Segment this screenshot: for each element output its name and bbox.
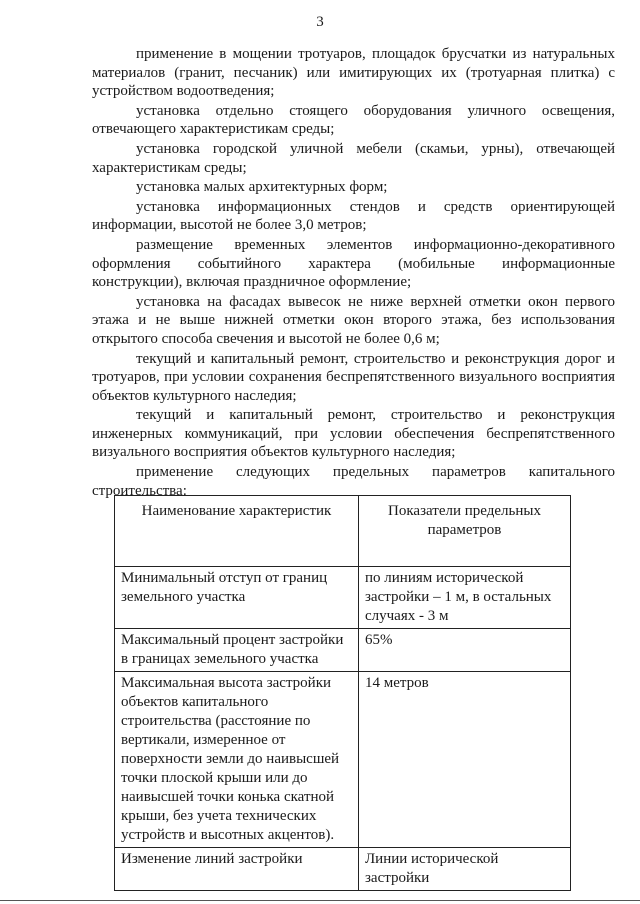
table-cell: Изменение линий застройки [115,848,359,891]
paragraph: применение следующих предельных параметров капитального строительства: [92,464,615,499]
table-cell: Минимальный отступ от границ земельного участка [115,567,359,629]
body-text [92,45,615,501]
table-row [115,848,571,891]
table-cell: по линиям исторической застройки – 1 м, в остальных случаях - 3 м [359,567,571,629]
paragraph: размещение временных элементов информационно-декоративного оформления событийного характера (мобильные информационные конструкции), включая праздничное оформление; [92,236,615,291]
table-row [115,672,571,848]
header-cell-characteristics: Наименование характеристик [115,496,359,567]
table-row [115,629,571,672]
table-cell: Линии исторической застройки [359,848,571,891]
footer-divider [0,900,640,901]
table-cell: 65% [359,629,571,672]
header-cell-parameters: Показатели предельных параметров [359,496,571,567]
paragraph: установка информационных стендов и средств ориентирующей информации, высотой не более 3,0 метров; [92,198,615,234]
table-header-row [115,496,571,567]
paragraph: текущий и капитальный ремонт, строительство и реконструкция дорог и тротуаров, при условии сохранения беспрепятственного визуального восприятия объектов культурного наследия; [92,350,615,404]
table-cell: Максимальная высота застройки объектов капитального строительства (расстояние по вертикали, измеренное от поверхности земли до наивысшей точки плоской крыши или до наивысшей точки конька скатной крыши, без учета технических устройств и высотных акцентов). [115,672,359,848]
parameters-table [114,495,571,891]
paragraph: установка на фасадах вывесок не ниже верхней отметки окон первого этажа и не выше нижней отметки окон второго этажа, без использования открытого способа свечения и высотой не более 0,6 м; [92,293,615,347]
paragraph: установка малых архитектурных форм; [136,179,388,196]
paragraph: установка отдельно стоящего оборудования уличного освещения, отвечающего характеристикам среды; [92,102,615,138]
paragraph: установка городской уличной мебели (скамьи, урны), отвечающей характеристикам среды; [92,140,615,176]
table-cell: Максимальный процент застройки в границах земельного участка [115,629,359,672]
page-number: 3 [316,14,324,30]
paragraph: текущий и капитальный ремонт, строительство и реконструкция инженерных коммуникаций, при условии обеспечения беспрепятственного визуального восприятия объектов культурного наследия; [92,407,615,461]
table-cell: 14 метров [359,672,571,848]
paragraph: применение в мощении тротуаров, площадок брусчатки из натуральных материалов (гранит, песчаник) или имитирующих их (тротуарная плитка) с устройством водоотведения; [92,46,615,100]
table-row [115,567,571,629]
